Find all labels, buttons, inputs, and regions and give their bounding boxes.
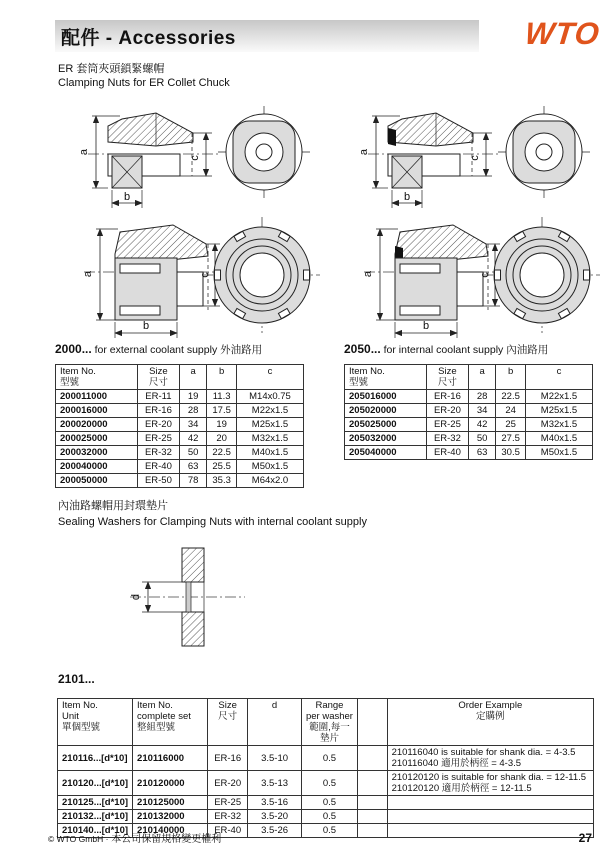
cell-item-set: 210140000 (133, 824, 208, 838)
cell: 0.5 (301, 746, 357, 771)
cell: M40x1.5 (526, 432, 593, 446)
cell: 3.5-20 (248, 810, 302, 824)
dim-label-a: a (358, 148, 370, 156)
page-number: 27 (578, 831, 592, 845)
column-header-size: Size 尺寸 (208, 699, 248, 746)
cell: M25x1.5 (237, 418, 304, 432)
front-view (218, 106, 310, 198)
copyright-en: © WTO GmbH · (48, 834, 109, 844)
page-subtitle (58, 62, 230, 90)
cell: ER-16 (137, 404, 179, 418)
cell: ER-50 (137, 474, 179, 488)
cell-item-no: 200050000 (56, 474, 138, 488)
cell-spacer (358, 796, 387, 810)
cell-item-no: 200040000 (56, 460, 138, 474)
column-header-size: Size 尺寸 (137, 365, 179, 390)
cell: M40x1.5 (237, 446, 304, 460)
dim-label-d: d (130, 593, 142, 601)
wto-logo: WTO (523, 16, 602, 51)
drawing-nut-external-large (40, 214, 320, 340)
dim-label-b: b (403, 191, 411, 203)
washer-title-zh: 內油路螺帽用封環墊片 (58, 500, 168, 512)
nut-tables (55, 342, 593, 488)
cell-spacer (358, 810, 387, 824)
cell: 22.5 (207, 446, 237, 460)
cell: M25x1.5 (526, 404, 593, 418)
table-row (56, 432, 304, 446)
cell: 17.5 (207, 404, 237, 418)
cell: 24 (496, 404, 526, 418)
cell: 27.5 (496, 432, 526, 446)
cell: 34 (468, 404, 495, 418)
cell: 63 (179, 460, 206, 474)
cell-item-no: 205025000 (345, 418, 427, 432)
cell-order-example: 210120120 is suitable for shank dia. = 12-11.5 210120120 適用於柄徑 = 12-11.5 (387, 771, 593, 796)
dim-label-a: a (362, 270, 374, 278)
table-row (56, 390, 304, 404)
cell: 11.3 (207, 390, 237, 404)
section-code: 2050... (344, 342, 381, 356)
drawing-sealing-washer (70, 540, 290, 655)
drawing-nut-external-small (40, 100, 320, 214)
copyright (48, 830, 221, 845)
section-code: 2000... (55, 342, 92, 356)
cell-spacer (358, 771, 387, 796)
cell: ER-16 (208, 746, 248, 771)
cell-order-example (387, 810, 593, 824)
cell-item-unit: 210140...[d*10] (58, 824, 133, 838)
cell: 19 (207, 418, 237, 432)
column-header-order-example: Order Example 定購例 (387, 699, 593, 746)
column-header-spacer (358, 699, 387, 746)
cell: ER-25 (137, 432, 179, 446)
cell: 34 (179, 418, 206, 432)
column-header-c: c (526, 365, 593, 390)
cell: M22x1.5 (237, 404, 304, 418)
cell: 50 (179, 446, 206, 460)
table-2050 (344, 364, 593, 460)
section-2050 (344, 342, 593, 488)
section-desc-en: for external coolant supply (91, 344, 221, 356)
cell: 25 (496, 418, 526, 432)
cell: 3.5-16 (248, 796, 302, 810)
subtitle-zh: ER 套筒夾頭鎖緊螺帽 (58, 63, 165, 75)
table-row (58, 810, 594, 824)
cell-item-unit: 210116...[d*10] (58, 746, 133, 771)
table-row (58, 746, 594, 771)
cell: 0.5 (301, 824, 357, 838)
cell: 3.5-10 (248, 746, 302, 771)
washer-table-wrap (57, 698, 594, 838)
section-2050-heading (344, 342, 593, 357)
cell-item-set: 210132000 (133, 810, 208, 824)
cell: M32x1.5 (237, 432, 304, 446)
cell-item-unit: 210120...[d*10] (58, 771, 133, 796)
cell: 22.5 (496, 390, 526, 404)
column-header-size: Size 尺寸 (426, 365, 468, 390)
technical-drawings (40, 100, 600, 340)
page-title: 配件 - Accessories (61, 27, 236, 49)
table-row (58, 771, 594, 796)
cell: ER-16 (426, 390, 468, 404)
cell: M64x2.0 (237, 474, 304, 488)
cell: M14x0.75 (237, 390, 304, 404)
table-row (345, 432, 593, 446)
front-view (498, 106, 590, 198)
cell-item-no: 205020000 (345, 404, 427, 418)
table-2000 (55, 364, 304, 488)
cell-item-no: 200025000 (56, 432, 138, 446)
cell-item-no: 200032000 (56, 446, 138, 460)
cell-item-no: 205040000 (345, 446, 427, 460)
column-header-set: Item No. complete set 整組型號 (133, 699, 208, 746)
table-row (56, 460, 304, 474)
cell: ER-40 (426, 446, 468, 460)
header-row (58, 699, 594, 746)
seal-detail (388, 128, 396, 146)
table-2101 (57, 698, 594, 838)
cell: ER-32 (137, 446, 179, 460)
column-header-b: b (207, 365, 237, 390)
cell: ER-32 (426, 432, 468, 446)
cell-spacer (358, 746, 387, 771)
page-footer (48, 830, 592, 845)
cell: M50x1.5 (237, 460, 304, 474)
column-header-unit: Item No. Unit 單個型號 (58, 699, 133, 746)
cell: M22x1.5 (526, 390, 593, 404)
cell: ER-25 (426, 418, 468, 432)
cell-item-no: 205016000 (345, 390, 427, 404)
cell: 0.5 (301, 796, 357, 810)
section-2000 (55, 342, 304, 488)
cell-item-no: 200016000 (56, 404, 138, 418)
cell: 28 (468, 390, 495, 404)
dim-label-a: a (82, 270, 94, 278)
table-row (56, 404, 304, 418)
dim-label-b: b (142, 320, 150, 332)
cell: 30.5 (496, 446, 526, 460)
cell-order-example: 210116040 is suitable for shank dia. = 4-3.5 210116040 適用於柄徑 = 4-3.5 (387, 746, 593, 771)
page-header-banner (55, 20, 479, 52)
cell-item-no: 205032000 (345, 432, 427, 446)
column-header-a: a (179, 365, 206, 390)
section-2000-heading (55, 342, 304, 357)
cell: 50 (468, 432, 495, 446)
cell: 42 (179, 432, 206, 446)
cell: 28 (179, 404, 206, 418)
cell: ER-11 (137, 390, 179, 404)
washer-section-code: 2101... (58, 672, 95, 686)
cell-item-set: 210120000 (133, 771, 208, 796)
dim-label-c: c (189, 155, 201, 161)
cell: 20 (207, 432, 237, 446)
cell: 0.5 (301, 771, 357, 796)
cell-item-set: 210116000 (133, 746, 208, 771)
cell: 3.5-13 (248, 771, 302, 796)
cell: ER-20 (208, 771, 248, 796)
washer-section-title (58, 498, 367, 530)
cell-item-unit: 210132...[d*10] (58, 810, 133, 824)
cell-item-no: 200020000 (56, 418, 138, 432)
table-row (56, 418, 304, 432)
table-row (56, 446, 304, 460)
dim-label-b: b (422, 320, 430, 332)
washer-title-en: Sealing Washers for Clamping Nuts with internal coolant supply (58, 516, 367, 528)
dim-label-a: a (78, 148, 90, 156)
cell: 63 (468, 446, 495, 460)
column-header-d: d (248, 699, 302, 746)
table-row (345, 418, 593, 432)
header-row (56, 365, 304, 390)
cell: ER-20 (137, 418, 179, 432)
drawing-nut-internal-large (320, 214, 600, 340)
cell: 42 (468, 418, 495, 432)
column-header-range: Range per washer 範圍,每一墊片 (301, 699, 357, 746)
cell-item-no: 200011000 (56, 390, 138, 404)
table-row (56, 474, 304, 488)
cell: 25.5 (207, 460, 237, 474)
table-row (345, 404, 593, 418)
table-row (345, 446, 593, 460)
cell: ER-25 (208, 796, 248, 810)
cell: M32x1.5 (526, 418, 593, 432)
front-view (482, 217, 600, 333)
dim-label-b: b (123, 191, 131, 203)
section-desc-zh: 外油路用 (220, 344, 263, 356)
cell: 19 (179, 390, 206, 404)
section-desc-zh: 內油路用 (506, 344, 549, 356)
cell: M50x1.5 (526, 446, 593, 460)
cell: ER-20 (426, 404, 468, 418)
dim-label-c: c (479, 272, 491, 278)
front-view (202, 217, 320, 333)
column-header-a: a (468, 365, 495, 390)
cell: ER-40 (208, 824, 248, 838)
cell-order-example (387, 796, 593, 810)
table-row (345, 390, 593, 404)
cell-item-unit: 210125...[d*10] (58, 796, 133, 810)
cell: 3.5-26 (248, 824, 302, 838)
cell: 78 (179, 474, 206, 488)
column-header-item: Item No. 型號 (345, 365, 427, 390)
copyright-zh: 本公司保留規格變更權利 (108, 834, 222, 845)
cell-item-set: 210125000 (133, 796, 208, 810)
cell: 35.3 (207, 474, 237, 488)
column-header-item: Item No. 型號 (56, 365, 138, 390)
column-header-c: c (237, 365, 304, 390)
header-row (345, 365, 593, 390)
cell: ER-40 (137, 460, 179, 474)
table-row (58, 796, 594, 810)
dim-label-c: c (469, 155, 481, 161)
subtitle-en: Clamping Nuts for ER Collet Chuck (58, 77, 230, 89)
drawing-nut-internal-small (320, 100, 600, 214)
section-desc-en: for internal coolant supply (380, 344, 507, 356)
cell: 0.5 (301, 810, 357, 824)
dim-label-c: c (199, 272, 211, 278)
cell: ER-32 (208, 810, 248, 824)
column-header-b: b (496, 365, 526, 390)
